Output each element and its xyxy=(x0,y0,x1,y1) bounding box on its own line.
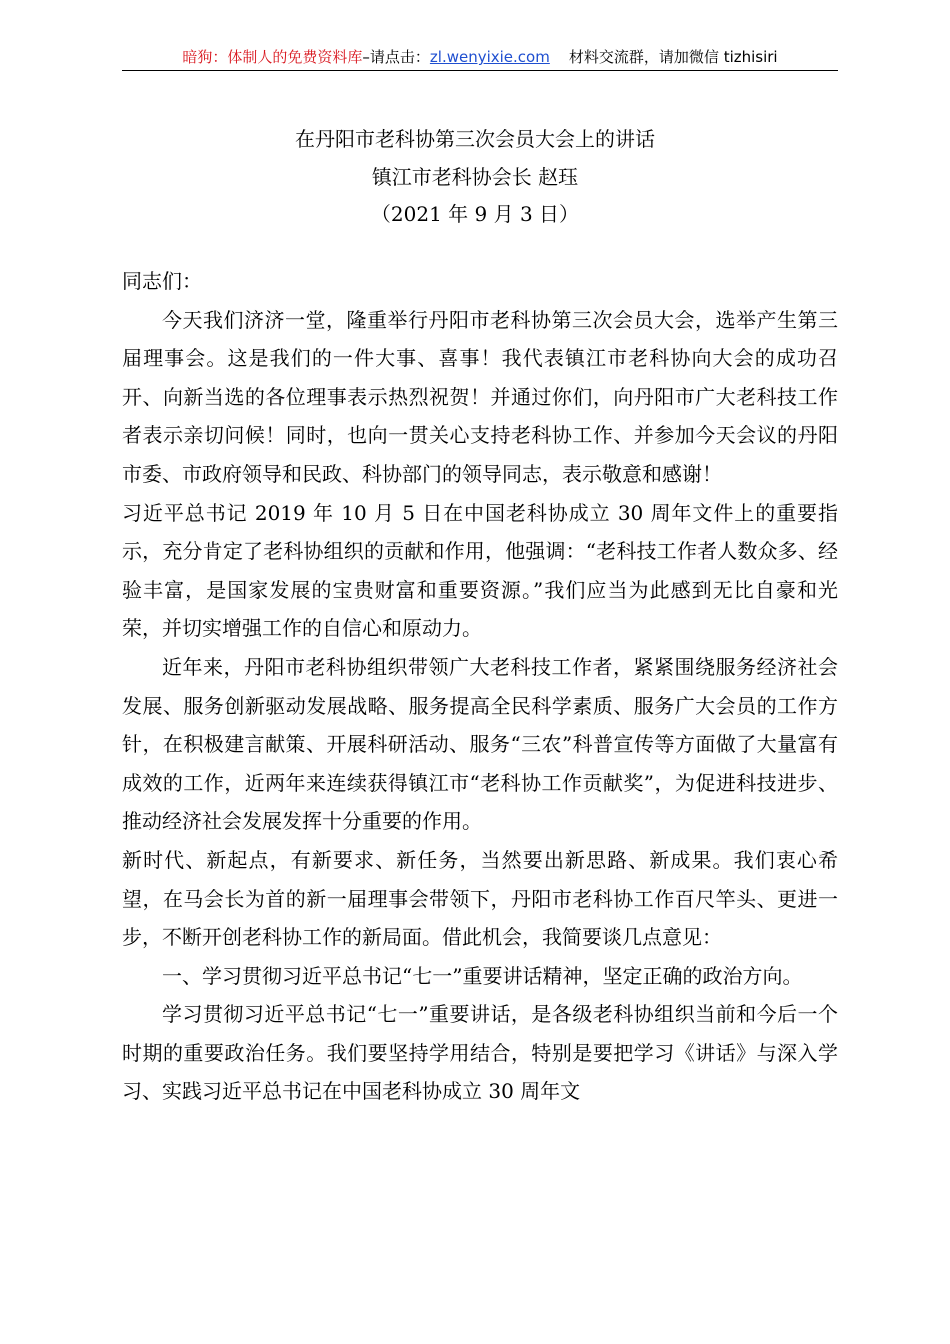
site-link[interactable]: zl.wenyixie.com xyxy=(429,48,550,66)
speech-body xyxy=(122,262,838,1111)
paragraph: 新时代、新起点，有新要求、新任务，当然要出新思路、新成果。我们衷心希望，在马会长为首的新一届理事会带领下，丹阳市老科协工作百尺竿头、更进一步，不断开创老科协工作的新局面。借此机会，我简要谈几点意见： xyxy=(122,847,838,950)
speaker-line: 镇江市老科协会长 赵珏 xyxy=(371,165,579,189)
salutation: 同志们： xyxy=(122,269,202,293)
document-header xyxy=(122,46,838,72)
speech-title: 在丹阳市老科协第三次会员大会上的讲话 xyxy=(295,127,655,151)
section-heading: 一、学习贯彻习近平总书记“七一”重要讲话精神，坚定正确的政治方向。 xyxy=(162,963,803,988)
contact-info: 材料交流群，请加微信 tizhisiri xyxy=(568,48,778,66)
site-name: 暗狗：体制人的免费资料库 xyxy=(182,48,363,66)
speech-date: （2021 年 9 月 3 日） xyxy=(370,202,580,226)
paragraph: 习近平总书记 2019 年 10 月 5 日在中国老科协成立 30 周年文件上的重要指示，充分肯定了老科协组织的贡献和作用，他强调：“老科技工作者人数众多、经验丰富，是国家发展的宝贵财富和重要资源。”我们应当为此感到无比自豪和光荣，并切实增强工作的自信心和原动力。 xyxy=(122,500,838,641)
header-divider xyxy=(122,70,838,71)
paragraph: 学习贯彻习近平总书记“七一”重要讲话，是各级老科协组织当前和今后一个时期的重要政治任务。我们要坚持学用结合，特别是要把学习《讲话》与深入学习、实践习近平总书记在中国老科协成立 30 周年文 xyxy=(122,1002,838,1104)
click-prompt: –请点击： xyxy=(362,48,430,66)
paragraph: 近年来，丹阳市老科协组织带领广大老科技工作者，紧紧围绕服务经济社会发展、服务创新驱动发展战略、服务提高全民科学素质、服务广大会员的工作方针，在积极建言献策、开展科研活动、服务“三农”科普宣传等方面做了大量富有成效的工作，近两年来连续获得镇江市“老科协工作贡献奖”，为促进科技进步、推动经济社会发展发挥十分重要的作用。 xyxy=(122,654,838,834)
paragraph: 今天我们济济一堂，隆重举行丹阳市老科协第三次会员大会，选举产生第三届理事会。这是我们的一件大事、喜事！我代表镇江市老科协向大会的成功召开、向新当选的各位理事表示热烈祝贺！并通过你们，向丹阳市广大老科技工作者表示亲切问候！同时，也向一贯关心支持老科协工作、并参加今天会议的丹阳市委、市政府领导和民政、科协部门的领导同志，表示敬意和感谢！ xyxy=(122,307,838,486)
